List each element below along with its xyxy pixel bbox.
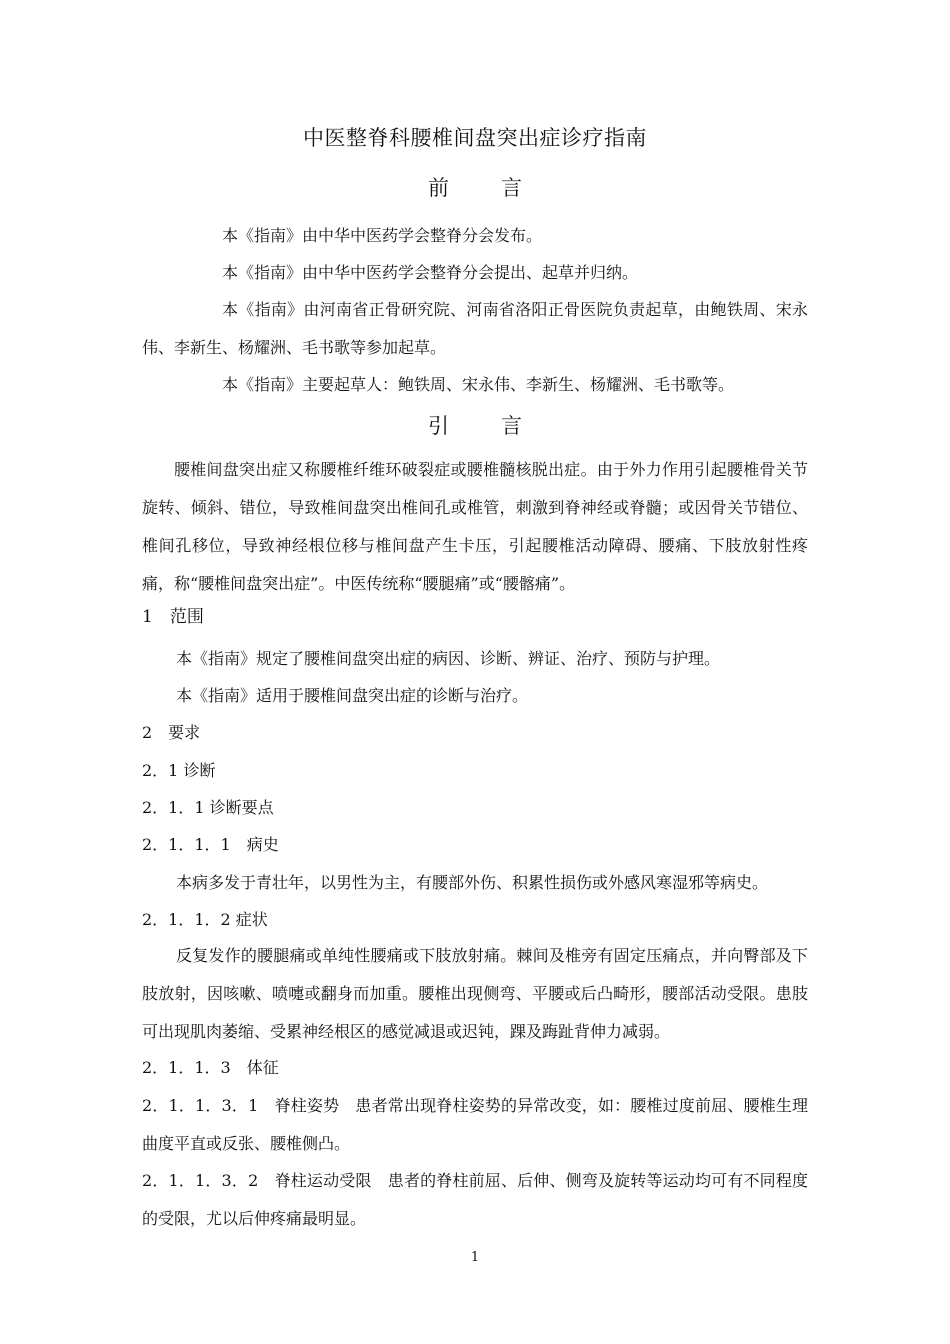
scope-line-2: 本《指南》适用于腰椎间盘突出症的诊断与治疗。 bbox=[176, 686, 529, 705]
scope-heading: 1 范围 bbox=[142, 607, 204, 627]
diagnosis-heading: 2．1 诊断 bbox=[142, 761, 216, 780]
introduction-paragraph: 腰椎间盘突出症又称腰椎纤维环破裂症或腰椎髓核脱出症。由于外力作用引起腰椎骨关节旋转、倾斜、错位，导致椎间盘突出椎间孔或椎管，刺激到脊神经或脊髓；或因骨关节错位、椎间孔移位，导致神经根位移与椎间盘产生卡压，引起腰椎活动障碍、腰痛、下肢放射性疼痛，称“腰椎间盘突出症”。中医传统称“腰腿痛”或“腰髂痛”。 bbox=[142, 460, 808, 593]
posture-text: 2．1．1．3．1 脊柱姿势 患者常出现脊柱姿势的异常改变，如：腰椎过度前屈、腰椎生理曲度平直或反张、腰椎侧凸。 bbox=[142, 1096, 808, 1153]
preface-heading: 前言 bbox=[428, 176, 574, 200]
requirements-heading: 2 要求 bbox=[142, 723, 201, 742]
preface-line-2: 本《指南》由中华中医药学会整脊分会提出、起草并归纳。 bbox=[222, 263, 639, 282]
preface-line-1: 本《指南》由中华中医药学会整脊分会发布。 bbox=[222, 226, 543, 245]
symptoms-text: 反复发作的腰腿痛或单纯性腰痛或下肢放射痛。棘间及椎旁有固定压痛点，并向臀部及下肢放射，因咳嗽、喷嚏或翻身而加重。腰椎出现侧弯、平腰或后凸畸形，腰部活动受限。患肢可出现肌肉萎缩、受累神经根区的感觉减退或迟钝，踝及踇趾背伸力减弱。 bbox=[142, 946, 808, 1041]
symptoms-heading: 2．1．1．2 症状 bbox=[142, 910, 268, 929]
page-number: 1 bbox=[470, 1250, 480, 1265]
history-text: 本病多发于青壮年，以男性为主，有腰部外伤、积累性损伤或外感风寒湿邪等病史。 bbox=[176, 873, 769, 892]
motion-text: 2．1．1．3．2 脊柱运动受限 患者的脊柱前屈、后伸、侧弯及旋转等运动均可有不同程度的受限，尤以后伸疼痛最明显。 bbox=[142, 1171, 808, 1228]
preface-line-3: 本《指南》由河南省正骨研究院、河南省洛阳正骨医院负责起草，由鲍铁周、宋永伟、李新生、杨耀洲、毛书歌等参加起草。 bbox=[142, 300, 808, 357]
document-title: 中医整脊科腰椎间盘突出症诊疗指南 bbox=[303, 126, 647, 150]
key-points-heading: 2．1．1 诊断要点 bbox=[142, 798, 274, 817]
introduction-heading: 引言 bbox=[428, 414, 574, 438]
preface-line-4: 本《指南》主要起草人：鲍铁周、宋永伟、李新生、杨耀洲、毛书歌等。 bbox=[222, 375, 735, 394]
signs-heading: 2．1．1．3 体征 bbox=[142, 1058, 279, 1077]
scope-line-1: 本《指南》规定了腰椎间盘突出症的病因、诊断、辨证、治疗、预防与护理。 bbox=[176, 649, 721, 668]
history-heading: 2．1．1．1 病史 bbox=[142, 835, 279, 854]
